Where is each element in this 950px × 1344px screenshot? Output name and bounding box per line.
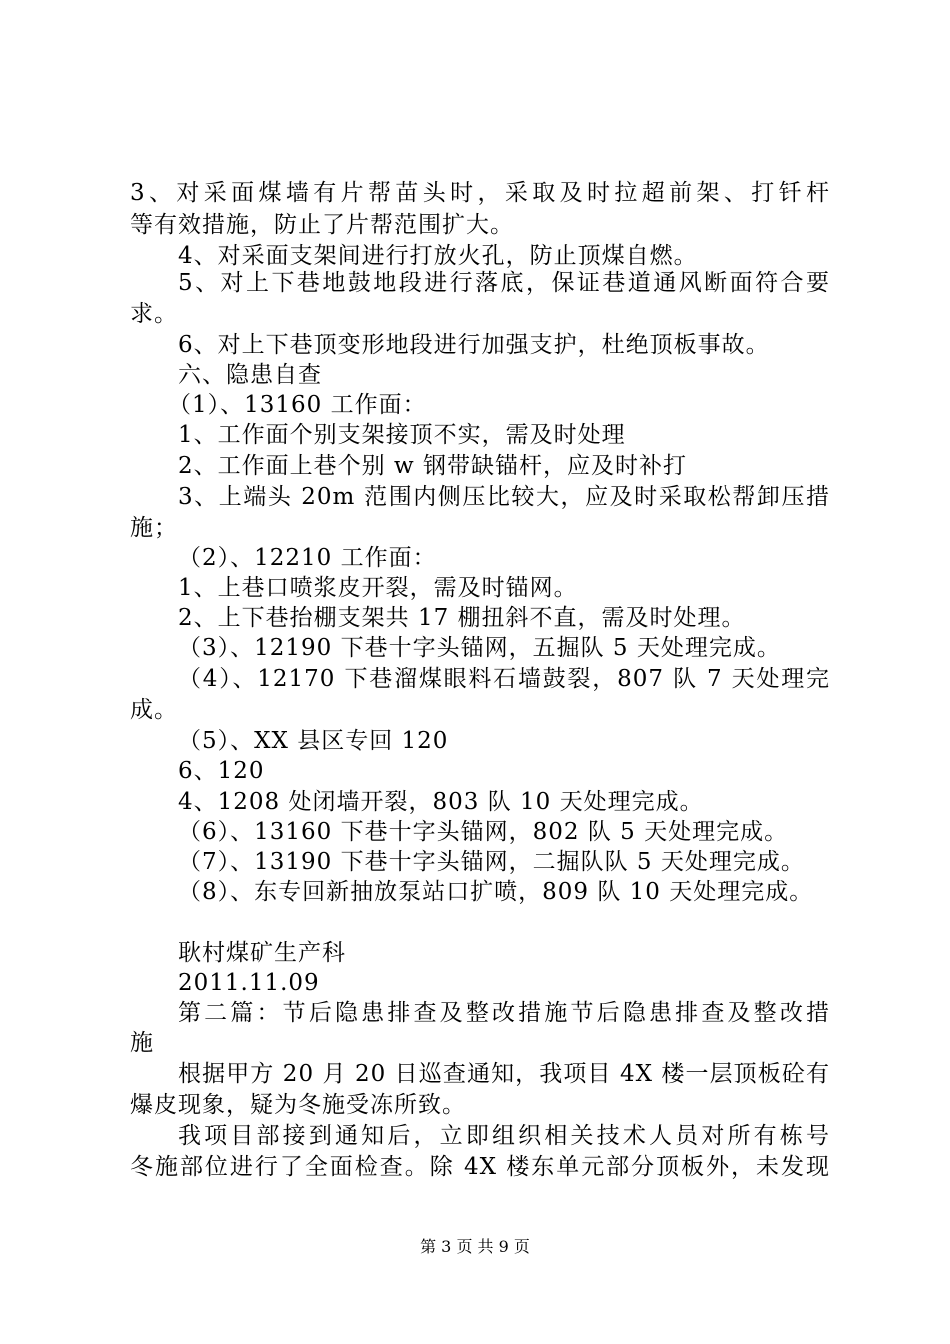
text-line: （1）、13160 工作面： xyxy=(168,392,427,418)
section-heading: 六、隐患自查 xyxy=(178,362,322,388)
section-title: 第二篇：节后隐患排查及整改措施节后隐患排查及整改措 xyxy=(178,1000,830,1026)
page-number-footer: 第 3 页 共 9 页 xyxy=(420,1237,530,1256)
text-line: 1、工作面个别支架接顶不实，需及时处理 xyxy=(178,422,626,448)
text-line: 3、上端头 20m 范围内侧压比较大，应及时采取松帮卸压措 xyxy=(178,484,830,510)
text-line: （4）、12170 下巷溜煤眼料石墙鼓裂，807 队 7 天处理完 xyxy=(178,666,830,692)
text-line: （2）、12210 工作面： xyxy=(178,545,437,571)
text-line: （6）、13160 下巷十字头锚网，802 队 5 天处理完成。 xyxy=(178,819,789,845)
text-line: 6、对上下巷顶变形地段进行加强支护，杜绝顶板事故。 xyxy=(178,332,770,358)
text-line: 2、工作面上巷个别 w 钢带缺锚杆，应及时补打 xyxy=(178,453,687,479)
text-line: 求。 xyxy=(130,301,178,327)
text-line: 爆皮现象，疑为冬施受冻所致。 xyxy=(130,1092,466,1118)
section-title-cont: 施 xyxy=(130,1030,154,1056)
signature-date: 2011.11.09 xyxy=(178,970,320,996)
text-line: 6、120 xyxy=(178,758,265,784)
text-line: （7）、13190 下巷十字头锚网，二掘队队 5 天处理完成。 xyxy=(178,849,805,875)
text-line: 1、上巷口喷浆皮开裂，需及时锚网。 xyxy=(178,575,578,601)
text-line: 5、对上下巷地鼓地段进行落底，保证巷道通风断面符合要 xyxy=(178,270,830,296)
text-line: 冬施部位进行了全面检查。除 4X 楼东单元部分顶板外，未发现 xyxy=(130,1154,830,1180)
text-line: （3）、12190 下巷十字头锚网，五掘队 5 天处理完成。 xyxy=(178,635,781,661)
text-line: 施； xyxy=(130,515,178,541)
signature-organization: 耿村煤矿生产科 xyxy=(178,940,346,966)
text-line: 4、1208 处闭墙开裂，803 队 10 天处理完成。 xyxy=(178,789,704,815)
text-line: 根据甲方 20 月 20 日巡查通知，我项目 4X 楼一层顶板砼有 xyxy=(178,1061,830,1087)
text-line: 我项目部接到通知后，立即组织相关技术人员对所有栋号 xyxy=(178,1123,830,1149)
text-line: （8）、东专回新抽放泵站口扩喷，809 队 10 天处理完成。 xyxy=(178,879,814,905)
text-line: （5）、XX 县区专回 120 xyxy=(178,728,449,754)
text-line: 2、上下巷抬棚支架共 17 棚扭斜不直，需及时处理。 xyxy=(178,605,746,631)
text-line: 3、对采面煤墙有片帮苗头时，采取及时拉超前架、打钎杆 xyxy=(130,180,830,206)
text-line: 成。 xyxy=(130,697,178,723)
text-line: 4、对采面支架间进行打放火孔，防止顶煤自燃。 xyxy=(178,243,698,269)
text-line: 等有效措施，防止了片帮范围扩大。 xyxy=(130,212,514,238)
